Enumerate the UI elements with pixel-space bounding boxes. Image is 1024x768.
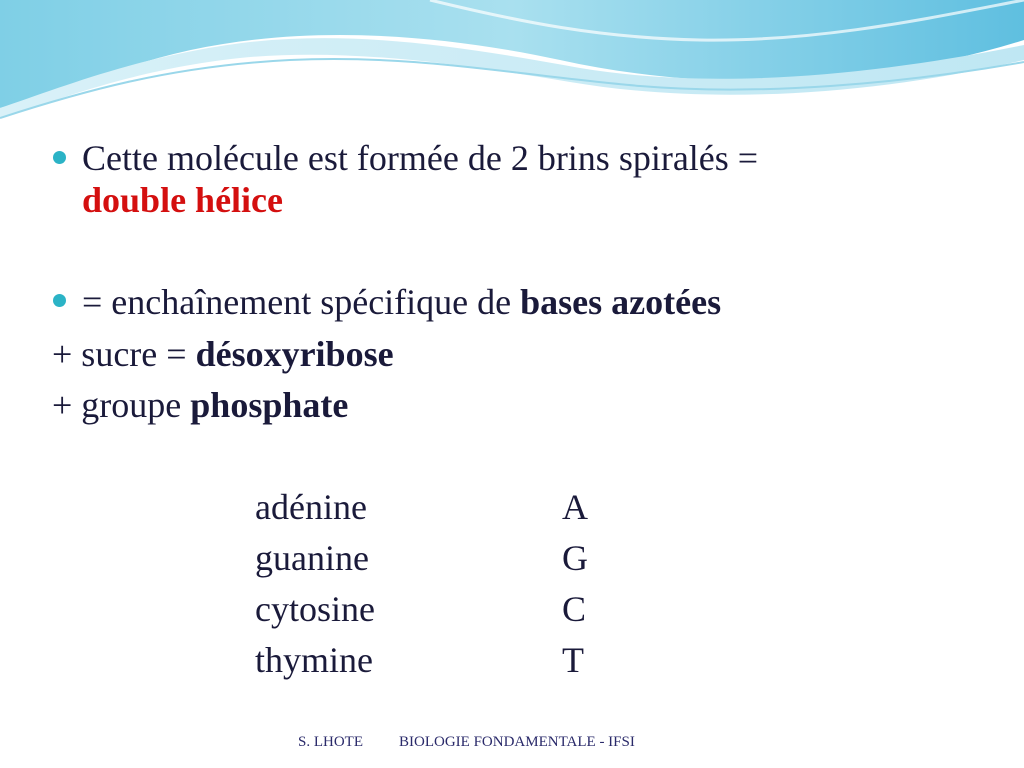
bullet2-text (82, 282, 721, 322)
bullet1-main: Cette molécule est formée de 2 brins spiralés = (82, 138, 759, 178)
base-code: G (562, 538, 588, 578)
double-helix-term: double hélice (82, 180, 284, 220)
footer-author: S. LHOTE (298, 734, 363, 750)
phosphate-line (52, 385, 348, 425)
base-name: adénine (255, 487, 367, 527)
bullet1-text (82, 138, 758, 178)
base-name: cytosine (255, 589, 375, 629)
phosphate-prefix: + groupe (52, 385, 191, 425)
sucre-prefix: + sucre = (52, 334, 196, 374)
bullet1-emphasis-line (82, 180, 283, 220)
footer-course: BIOLOGIE FONDAMENTALE - IFSI (399, 734, 635, 750)
deoxyribose-term: désoxyribose (195, 334, 394, 374)
base-name: guanine (255, 538, 369, 578)
bullet2-prefix: = enchaînement spécifique de (82, 282, 521, 322)
base-code: A (562, 487, 588, 527)
sucre-line (52, 334, 394, 374)
phosphate-term: phosphate (190, 385, 349, 425)
base-code: C (562, 589, 587, 629)
nitrogen-bases-term: bases azotées (520, 282, 722, 322)
bullet-icon (53, 294, 66, 307)
base-code: T (562, 640, 584, 680)
base-name: thymine (255, 640, 373, 680)
bullet-icon (53, 151, 66, 164)
